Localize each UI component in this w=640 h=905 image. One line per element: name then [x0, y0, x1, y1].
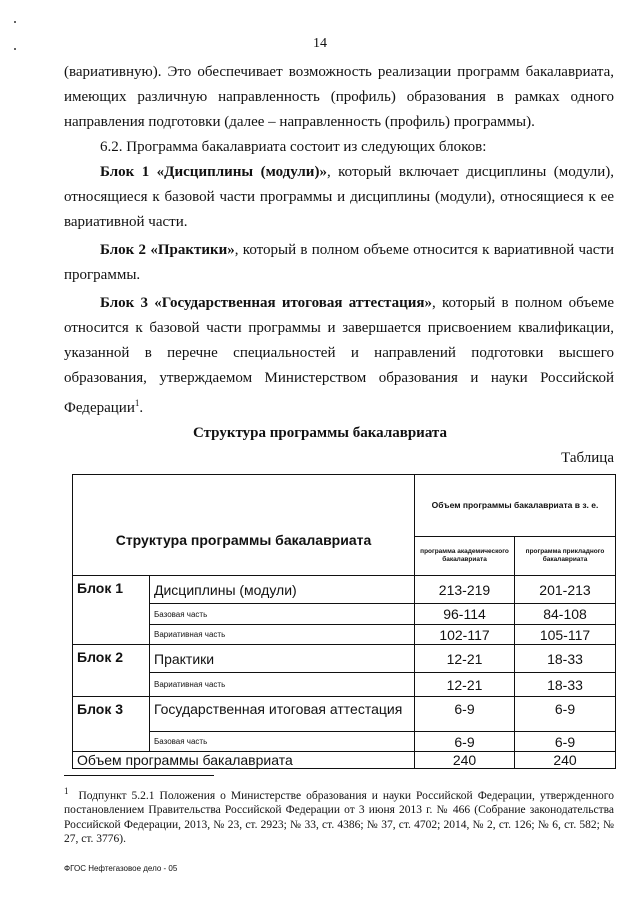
value-applied: 201-213: [515, 576, 616, 604]
page-footer: ФГОС Нефтегазовое дело - 05: [64, 864, 178, 873]
footnote-ref[interactable]: 1: [134, 398, 140, 408]
paragraph-program-structure: 6.2. Программа бакалавриата состоит из следующих блоков:: [100, 139, 487, 155]
value-academic: 213-219: [415, 576, 515, 604]
row-name: Вариативная часть: [150, 673, 415, 697]
row-name: Объем программы бакалавриата: [73, 752, 415, 769]
value-applied: 18-33: [515, 645, 616, 673]
value-applied: 105-117: [515, 625, 616, 645]
value-academic: 96-114: [415, 604, 515, 625]
paragraph-block-3: [64, 291, 614, 421]
table-row: [73, 604, 616, 625]
footnote-marker: 1: [64, 786, 69, 796]
header-applied: программа прикладного бакалавриата: [515, 537, 616, 576]
value-academic: 12-21: [415, 673, 515, 697]
value-applied: 84-108: [515, 604, 616, 625]
row-name: Дисциплины (модули): [150, 576, 415, 604]
block-2-title: Блок 2 «Практики»: [100, 242, 235, 258]
table-row: [73, 576, 616, 604]
paragraph-block-1: [64, 160, 614, 235]
table-row: [73, 625, 616, 645]
page-number: 14: [313, 36, 327, 51]
table-title: Структура программы бакалавриата: [193, 425, 447, 441]
block-3-text: , который в полном объеме относится к базовой части программы и завершается присвоением квалификации, указанной в перечне специальностей и направлений подготовки высшего образования, утверждаемом Министерством образования и науки Российской Федерации: [64, 295, 614, 416]
block-label: Блок 1: [73, 576, 150, 645]
table-row: [73, 697, 616, 732]
footnote: [64, 784, 614, 847]
table-label: Таблица: [561, 450, 614, 466]
block-2-text: , который в полном объеме относится к вариативной части программы.: [64, 242, 614, 283]
footnote-divider: [64, 775, 214, 776]
value-academic: 240: [415, 752, 515, 769]
block-1-title: Блок 1 «Дисциплины (модули)»: [100, 164, 327, 180]
scan-speck: [14, 21, 16, 23]
footnote-text: Подпункт 5.2.1 Положения о Министерстве образования и науки Российской Федерации, утвержденного постановлением Правительства Российской Федерации от 3 июня 2013 г. № 466 (Собрание законодательства Российской Федерации, 2013, № 23, ст. 2923; № 33, ст. 4386; № 37, ст. 4702; 2014, № 2, ст. 126; № 6, ст. 582; № 27, ст. 3776).: [64, 789, 614, 846]
header-volume: Объем программы бакалавриата в з. е.: [415, 475, 616, 537]
value-academic: 6-9: [415, 697, 515, 732]
table-row: [73, 732, 616, 752]
table-header-row: [73, 475, 616, 537]
value-applied: 18-33: [515, 673, 616, 697]
block-3-title: Блок 3 «Государственная итоговая аттестация»: [100, 295, 433, 311]
value-applied: 6-9: [515, 732, 616, 752]
row-name: Вариативная часть: [150, 625, 415, 645]
table-row: [73, 645, 616, 673]
value-academic: 102-117: [415, 625, 515, 645]
value-applied: 6-9: [515, 697, 616, 732]
row-name: Базовая часть: [150, 732, 415, 752]
block-label: Блок 3: [73, 697, 150, 752]
table-row-total: [73, 752, 616, 769]
value-academic: 12-21: [415, 645, 515, 673]
row-name: Базовая часть: [150, 604, 415, 625]
block-label: Блок 2: [73, 645, 150, 697]
header-structure: Структура программы бакалавриата: [73, 475, 415, 576]
table-row: [73, 673, 616, 697]
paragraph-block-2: [64, 238, 614, 288]
block-3-end: .: [139, 400, 144, 416]
header-academic: программа академического бакалавриата: [415, 537, 515, 576]
program-structure-table: [72, 474, 616, 769]
row-name: Государственная итоговая аттестация: [150, 697, 415, 732]
row-name: Практики: [150, 645, 415, 673]
value-academic: 6-9: [415, 732, 515, 752]
block-1-text: , который включает дисциплины (модули), относящиеся к базовой части программы и дисциплины (модули), относящиеся к ее вариативной части.: [64, 164, 615, 230]
value-applied: 240: [515, 752, 616, 769]
paragraph-continuation: (вариативную). Это обеспечивает возможность реализации программ бакалавриата, имеющих различную направленность (профиль) образования в рамках одного направления подготовки (далее – направленность (профиль) программы).: [64, 64, 614, 130]
